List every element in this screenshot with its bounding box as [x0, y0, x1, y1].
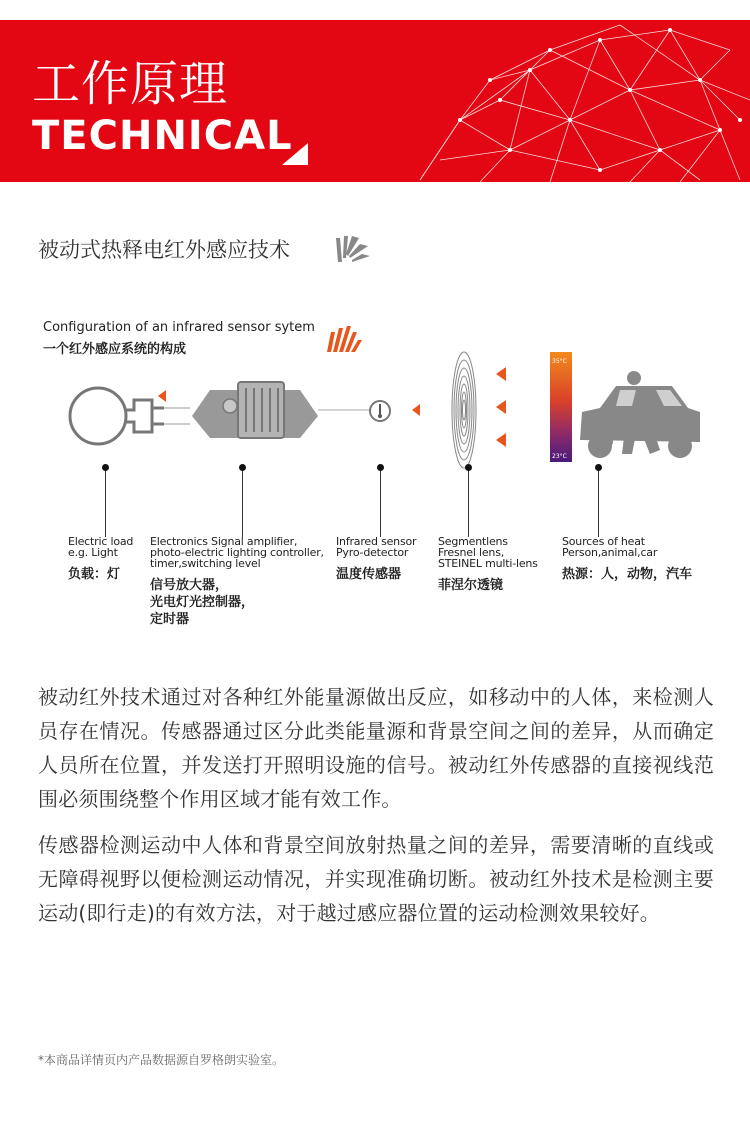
page-title-en: TECHNICAL — [32, 113, 293, 159]
column-label-en: Infrared sensor Pyro-detector — [336, 535, 417, 559]
page-title-cn: 工作原理 — [32, 56, 229, 112]
lead-dot-heat — [595, 464, 602, 471]
heat-scale-bottom: 23°C — [552, 453, 567, 460]
network-sphere-graphic — [400, 20, 750, 182]
column-fresnel-lens — [438, 536, 538, 594]
header-banner — [0, 20, 750, 182]
column-electric-load — [68, 536, 133, 583]
column-label-cn: 温度传感器 — [336, 567, 402, 582]
column-electronics — [150, 536, 324, 628]
lead-dot-load — [102, 464, 109, 471]
lead-line-sensor — [380, 467, 381, 537]
infrared-system-diagram — [60, 350, 710, 475]
lead-line-load — [105, 467, 106, 537]
column-label-en: Electric load e.g. Light — [68, 535, 134, 559]
column-label-cn: 负载：灯 — [68, 567, 121, 582]
column-label-en: Sources of heat Person,animal,car — [562, 535, 658, 559]
column-label-cn: 热源：人，动物，汽车 — [562, 567, 693, 582]
heat-arrow-icons — [496, 367, 534, 447]
column-label-en: Segmentlens Fresnel lens, STEINEL multi-lens — [438, 535, 538, 570]
heat-scale-bar — [550, 352, 572, 462]
column-label-cn: 信号放大器， 光电灯光控制器， 定时器 — [150, 578, 255, 627]
lead-dot-sensor — [377, 464, 384, 471]
infrared-waves-icon — [332, 232, 372, 266]
section-heading: 被动式热释电红外感应技术 — [38, 238, 290, 262]
lead-line-lens — [468, 467, 469, 537]
lead-dot-lens — [465, 464, 472, 471]
footnote: *本商品详情页内产品数据源自罗格朗实验室。 — [38, 1053, 285, 1067]
lead-line-electronics — [242, 467, 243, 537]
diagram-title-en: Configuration of an infrared sensor sytem — [43, 320, 315, 335]
body-paragraph-1: 被动红外技术通过对各种红外能量源做出反应，如移动中的人体，来检测人员存在情况。传感器通过区分此类能量源和背景空间之间的差异，从而确定人员所在位置，并发送打开照明设施的信号。被动红外传感器的直接视线范围必须围绕整个作用区域才能有效工作。 — [38, 685, 714, 811]
fresnel-lens-icon — [452, 352, 476, 468]
column-label-en: Electronics Signal amplifier, photo-electric lighting controller, timer,switching level — [150, 535, 324, 570]
triangle-icon — [282, 143, 308, 165]
heat-scale-top: 35°C — [552, 358, 567, 365]
light-bulb-icon — [70, 388, 164, 444]
body-paragraph-2: 传感器检测运动中人体和背景空间放射热量之间的差异，需要清晰的直线或无障碍视野以便检测运动情况，并实现准确切断。被动红外技术是检测主要运动(即行走)的有效方法，对于越过感应器位置的运动检测效果较好。 — [38, 833, 714, 925]
column-heat-sources — [562, 536, 692, 583]
lead-dot-electronics — [239, 464, 246, 471]
column-label-cn: 菲涅尔透镜 — [438, 578, 504, 593]
lead-line-heat — [598, 467, 599, 537]
thermometer-icon — [370, 401, 390, 421]
car-person-animal-icon — [580, 371, 700, 458]
electronics-module-icon — [192, 382, 318, 438]
diagram-title-cn: 一个红外感应系统的构成 — [43, 342, 187, 357]
column-infrared-sensor — [336, 536, 416, 583]
